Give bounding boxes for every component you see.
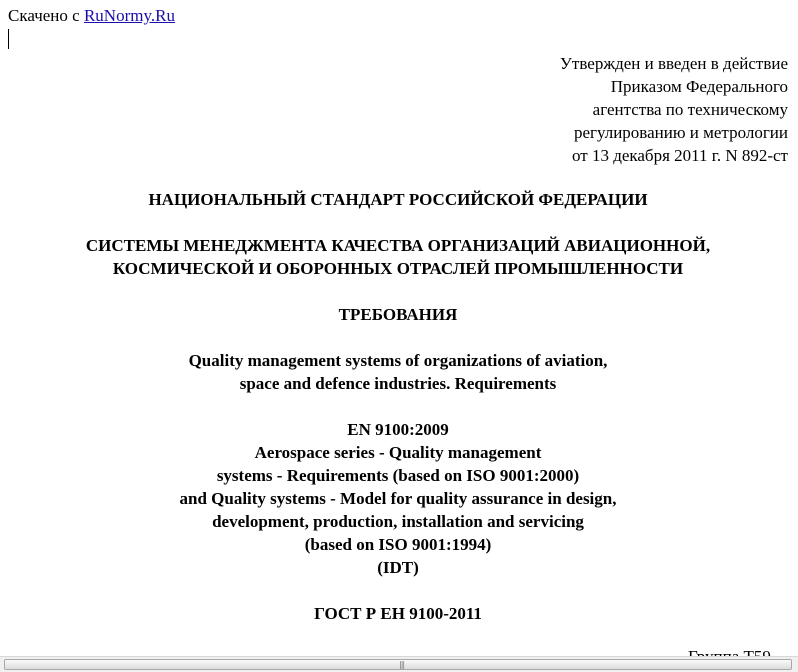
gost-code: ГОСТ Р ЕН 9100-2011 bbox=[314, 604, 482, 623]
normative-line: (IDT) bbox=[377, 558, 419, 577]
normative-line: EN 9100:2009 bbox=[347, 420, 449, 439]
title-en-line: space and defence industries. Requirements bbox=[239, 374, 557, 393]
title-en bbox=[0, 349, 796, 395]
approval-line: регулированию и метрологии bbox=[573, 123, 788, 142]
normative-line: and Quality systems - Model for quality assurance in design, bbox=[179, 489, 617, 508]
runormy-link[interactable]: RuNormy.Ru bbox=[83, 6, 175, 25]
approval-line: от 13 декабря 2011 г. N 892-ст bbox=[571, 146, 788, 165]
title-ru bbox=[0, 234, 796, 280]
normative-line: Aerospace series - Quality management bbox=[254, 443, 542, 462]
horizontal-scrollbar[interactable] bbox=[0, 656, 798, 672]
grip-lines-icon: ||| bbox=[399, 660, 405, 669]
requirements-heading: ТРЕБОВАНИЯ bbox=[338, 305, 458, 324]
normative-reference bbox=[0, 418, 796, 579]
approval-line: Приказом Федерального bbox=[610, 77, 788, 96]
scrollbar-thumb[interactable] bbox=[4, 659, 792, 670]
title-ru-line: КОСМИЧЕСКОЙ И ОБОРОННЫХ ОТРАСЛЕЙ ПРОМЫШЛЕННОСТИ bbox=[112, 259, 684, 278]
approval-line: агентства по техническому bbox=[592, 100, 788, 119]
normative-line: (based on ISO 9001:1994) bbox=[304, 535, 492, 554]
approval-line: Утвержден и введен в действие bbox=[559, 54, 788, 73]
normative-line: development, production, installation and servicing bbox=[212, 512, 584, 531]
text-caret bbox=[8, 29, 9, 49]
source-line bbox=[8, 6, 175, 26]
normative-line: systems - Requirements (based on ISO 9001:2000) bbox=[216, 466, 580, 485]
title-en-line: Quality management systems of organizations of aviation, bbox=[188, 351, 608, 370]
source-prefix: Скачено с bbox=[8, 6, 80, 25]
approval-block bbox=[368, 52, 788, 167]
standard-heading: НАЦИОНАЛЬНЫЙ СТАНДАРТ РОССИЙСКОЙ ФЕДЕРАЦИИ bbox=[148, 190, 648, 209]
title-ru-line: СИСТЕМЫ МЕНЕДЖМЕНТА КАЧЕСТВА ОРГАНИЗАЦИЙ АВИАЦИОННОЙ, bbox=[85, 236, 711, 255]
